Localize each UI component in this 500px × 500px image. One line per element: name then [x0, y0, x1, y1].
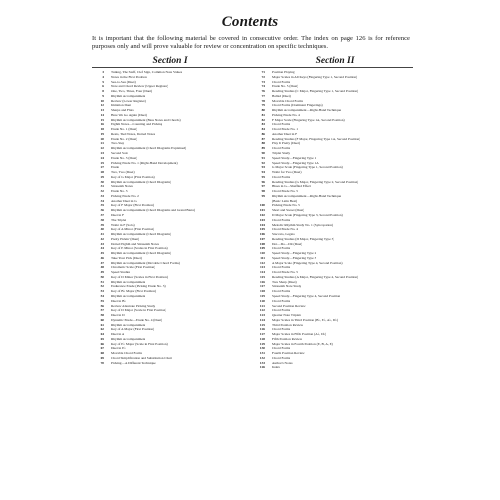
entry-page-number: 93 [261, 165, 265, 170]
entry-page-number: 62 [100, 327, 104, 332]
entry-title: Dotted Eighth and Sixteenth Notes [111, 241, 159, 246]
entry-title: Rhythm Accompaniment (Movable Chord Forms) [111, 260, 180, 265]
entry-page-number: 15 [100, 117, 104, 122]
entry-page-number: 49 [100, 270, 104, 275]
entry-title: Rhythm Accompaniment (Chord Diagrams Explained) [111, 146, 187, 151]
entry-title: Duet in B♭ [111, 298, 126, 303]
entry-page-number: 36 [100, 208, 104, 213]
entry-title: Imitation Duet [111, 103, 132, 108]
entry-page-number: 27 [100, 165, 104, 170]
entry-title: Sharps and Flats [111, 108, 134, 113]
entry-page-number: 115 [260, 274, 265, 279]
entry-title: Chord Forms (Dominant Fingerings) [272, 103, 323, 108]
entry-page-number: 88 [261, 141, 265, 146]
entry-title: Etude [111, 165, 120, 170]
entry-title: Take Your Pick (Duet) [111, 255, 142, 260]
entry-page-number: 126 [259, 365, 265, 370]
section-rule-1 [92, 67, 255, 68]
entry-title: Waltz in F (Solo) [111, 222, 135, 227]
entry-page-number: 122 [259, 308, 265, 313]
entry-page-number: 58 [100, 313, 104, 318]
entry-page-number: 22 [100, 146, 104, 151]
entry-title: Speed Studies [111, 270, 131, 275]
entry-page-number: 118 [260, 289, 265, 294]
entry-title: Reading Studies (D Major, Fingering Type 3) [272, 236, 335, 241]
entry-title: Rhythm Accompaniment (Bass Notes and Chords) [111, 117, 181, 122]
entry-title: Here We Go Again (Duet) [111, 112, 147, 117]
entry-page-number: 121 [259, 303, 265, 308]
entry-title: Chord Forms [272, 122, 291, 127]
entry-title: Rests, Tied Notes, Dotted Notes [111, 131, 156, 136]
entry-page-number: 111 [260, 255, 265, 260]
entry-title: Chord Simplification and Substitution Chart [111, 355, 172, 360]
entry-title: Speed Study—Fingering Type 2 [272, 251, 317, 256]
entry-title: Staccato, Legato [272, 232, 295, 237]
entry-title: Key of G Major (First Position) [111, 174, 155, 179]
entry-title: Reading Studies (A Major, Fingering Type 4, Second Position) [272, 274, 359, 279]
entry-page-number: 4 [102, 74, 104, 79]
entry-title: Play It Pretty (Duet) [272, 141, 300, 146]
entry-title: Major Scales in Fifth Position (A♭, D♭) [272, 332, 327, 337]
entry-title: Index [272, 365, 280, 370]
entry-page-number: 92 [261, 160, 265, 165]
entry-page-number: 10 [100, 98, 104, 103]
entry-title: Ballad (Duet) [272, 93, 291, 98]
entry-page-number: 25 [100, 160, 104, 165]
entry-title: Major Scales in Third Position (B♭, E♭, A♭, D♭) [272, 317, 339, 322]
entry-page-number: 119 [260, 293, 265, 298]
entry-title: Duet in E♭ [111, 346, 126, 351]
entry-page-number: 90 [261, 151, 265, 156]
entry-title: Note and Chord Review (Upper Register) [111, 84, 169, 89]
entry-title: Etude No. 2 (Duet) [111, 136, 138, 141]
entry-page-number: 108 [259, 241, 265, 246]
entry-page-number: 34 [100, 198, 104, 203]
page-title: Contents [221, 14, 279, 30]
entry-page-number: 109 [259, 246, 265, 251]
entry-page-number: 74 [261, 84, 265, 89]
entry-title: Eighth Notes—Counting and Picking [111, 122, 163, 127]
entry-page-number: 39 [100, 222, 104, 227]
entry-title: G Major Scale (Fingering Type 1, Second Position) [272, 165, 343, 170]
entry-title: Sixteenth Notes [111, 184, 133, 189]
entry-page-number: 66 [100, 341, 104, 346]
entry-page-number: 129 [259, 341, 265, 346]
entry-title: Speed Study—Fingering Type 1 [272, 155, 317, 160]
entry-title: Chord Forms [272, 174, 291, 179]
entry-title: Chord Forms [272, 217, 291, 222]
entry-title: Chord Forms [272, 355, 291, 360]
entry-title: Two-Step [111, 141, 125, 146]
section-heading-2: Section II [315, 56, 355, 66]
entry-page-number: 43 [100, 241, 104, 246]
entry-title: Dynamic Etude—Etude No. 4 (Duet) [111, 317, 163, 322]
entry-page-number: 96 [261, 179, 265, 184]
entry-page-number: 70 [100, 360, 104, 365]
entry-page-number: 23 [100, 151, 104, 156]
entry-title: Second Solo [111, 151, 129, 156]
entry-page-number: 89 [261, 146, 265, 151]
entry-page-number: 81 [261, 112, 265, 117]
entry-title: Chord Forms [272, 289, 291, 294]
entry-title: Key of E Minor (Scales in First Position) [111, 246, 168, 251]
entry-page-number: 102 [259, 212, 265, 217]
entry-title: Rhythm Accompaniment (Chord Diagrams) [111, 232, 172, 237]
entry-page-number: 18 [100, 127, 104, 132]
entry-page-number: 54 [100, 293, 104, 298]
entry-page-number: 6 [102, 84, 104, 89]
entry-page-number: 57 [100, 308, 104, 313]
section-heading-1: Section I [152, 56, 188, 66]
entry-page-number: 112 [260, 260, 265, 265]
entry-page-number: 33 [100, 193, 104, 198]
entry-title: Chord Forms [272, 246, 291, 251]
entry-title: Rhythm Accompaniment [111, 279, 146, 284]
entry-page-number: 128 [259, 336, 265, 341]
entry-page-number: 133 [259, 360, 265, 365]
entry-title: Key of B♭ Major (First Position) [111, 289, 157, 294]
entry-title: Chord Etude No. 5 [272, 189, 298, 194]
entry-page-number: 40 [100, 227, 104, 232]
entry-title: Endurance Etude (Picking Etude No. 3) [111, 284, 166, 289]
intro-paragraph: It is important that the following material be covered in consecutive order. The index on page 126 is for reference purposes only and will prove valuable for review or concentration on specific techniques. [92, 35, 410, 51]
entry-title: Picking Etude No. 2 [111, 193, 139, 198]
entry-title: Two, Two (Duet) [111, 170, 135, 175]
entry-title: Duet in D [111, 313, 125, 318]
entry-page-number: 60 [100, 317, 104, 322]
entry-page-number: 19 [100, 131, 104, 136]
entry-page-number: 76 [261, 89, 265, 94]
entry-page-number: 86 [261, 131, 265, 136]
entry-title: Key of F Major (First Position) [111, 203, 155, 208]
entry-title: Major Scales in All Keys (Fingering Type 1, Second Position) [272, 74, 358, 79]
entry-title: One, Two, Three, Four (Duet) [111, 89, 153, 94]
entry-title: Blues in G—Shuffled Effect [272, 184, 312, 189]
entry-title: Movable Chord Forms [272, 98, 304, 103]
entry-title: Tuning, The Staff, Clef Sign, Common Note Values [111, 70, 183, 74]
entry-page-number: 13 [100, 108, 104, 113]
entry-title: F Major Scale (Fingering Type 1A, Second Position) [272, 117, 345, 122]
entry-page-number: 131 [259, 351, 265, 356]
entry-page-number: 83 [261, 122, 265, 127]
entry-page-number: 45 [100, 251, 104, 256]
entry-title: A Major Scale (Fingering Type 4, Second Position) [272, 260, 343, 265]
entry-page-number: 79 [261, 103, 265, 108]
entry-page-number: 29 [100, 174, 104, 179]
entry-page-number: 5 [102, 79, 104, 84]
entry-page-number: 106 [259, 232, 265, 237]
entry-page-number: 38 [100, 217, 104, 222]
entry-page-number: 101 [259, 208, 265, 213]
entry-page-number: 71 [261, 70, 265, 74]
entry-title: Sixteenth Note Study [272, 284, 302, 289]
section-rule-2 [253, 67, 413, 68]
entry-page-number: 37 [100, 212, 104, 217]
entry-page-number: 110 [260, 251, 265, 256]
entry-page-number: 130 [259, 346, 265, 351]
entry-page-number: 20 [100, 136, 104, 141]
entry-title: Rhythm Accompaniment—Right-Hand Technique [272, 108, 342, 113]
entry-title: Another Duet in G [111, 198, 137, 203]
entry-page-number: 87 [261, 136, 265, 141]
entry-page-number: 65 [100, 336, 104, 341]
entry-title: Reading Studies (G Major, Fingering Type 2, Second Position) [272, 179, 359, 184]
entry-page-number: 35 [100, 203, 104, 208]
entry-page-number: 99 [261, 193, 265, 198]
entry-title: Etude No. 3 (Duet) [111, 155, 138, 160]
entry-page-number: 82 [261, 117, 265, 122]
entry-page-number: 55 [100, 298, 104, 303]
entry-title: Fourth Position Review [272, 351, 305, 356]
entry-page-number: 123 [259, 313, 265, 318]
entry-title: Notes in the First Position [111, 74, 147, 79]
entry-page-number: 107 [259, 236, 265, 241]
entry-page-number: 61 [100, 322, 104, 327]
entry-page-number: 97 [261, 184, 265, 189]
entry-title: Major Scales in Fourth Position (E, B, A, E) [272, 341, 333, 346]
entry-page-number: 46 [100, 255, 104, 260]
entry-title: Picking Etude No. 1 (Right-Hand Development) [111, 160, 178, 165]
entry-title: Etude No. 1 (Duet) [111, 127, 138, 132]
entry-title: Movable Chord Forms [111, 351, 143, 356]
entry-page-number: 80 [261, 108, 265, 113]
entry-page-number: 48 [100, 265, 104, 270]
entry-title: Chromatic Scale (First Position) [111, 265, 156, 270]
entry-page-number: 44 [100, 246, 104, 251]
entry-title: Speed Study—Fingering Type 4, Second Position [272, 293, 341, 298]
entry-title: Rhythm Accompaniment (Chord Diagrams) [111, 251, 172, 256]
entry-page-number: 77 [261, 93, 265, 98]
section-1-list [92, 70, 252, 365]
entry-title: Reading Studies (C Major, Fingering Type 1, Second Position) [272, 89, 359, 94]
entry-page-number: 104 [259, 222, 265, 227]
entry-page-number: 64 [100, 332, 104, 337]
entry-page-number: 120 [259, 298, 265, 303]
entry-page-number: 98 [261, 189, 265, 194]
entry-title: Key of D Major (Scale in First Position) [111, 308, 167, 313]
entry-page-number: 12 [100, 103, 104, 108]
entry-title: Chord Etude No. 5 [272, 270, 298, 275]
entry-page-number: 127 [259, 332, 265, 337]
entry-title: Picking Etude No. 4 [272, 112, 300, 117]
entry-page-number: 67 [100, 346, 104, 351]
entry-title: Sea-to-Sea (Duet) [111, 79, 136, 84]
entry-title: Chord Forms [272, 308, 291, 313]
entry-title: Chord Forms [272, 79, 291, 84]
entry-page-number: 84 [261, 127, 265, 132]
entry-title: Duet in A [111, 332, 125, 337]
entry-page-number: 116 [260, 279, 265, 284]
entry-page-number: 50 [100, 274, 104, 279]
entry-page-number: 56 [100, 303, 104, 308]
entry-page-number: 3 [102, 70, 104, 74]
entry-page-number: 8 [102, 89, 104, 94]
entry-title: D Major Scale (Fingering Type 3, Second Position) [272, 212, 343, 217]
contents-entry [92, 361, 252, 366]
entry-title: Quarter Note Triplets [272, 313, 302, 318]
entry-page-number: 68 [100, 351, 104, 356]
entry-page-number: 53 [100, 289, 104, 294]
entry-page-number: 114 [260, 270, 265, 275]
entry-title: Dot—Do—Dit (Duet) [272, 241, 303, 246]
entry-page-number: 24 [100, 155, 104, 160]
entry-page-number: 124 [259, 317, 265, 322]
entry-title: Rhythm Accompaniment [111, 93, 146, 98]
entry-title: Picking Etude No. 5 [272, 203, 300, 208]
entry-page-number: 91 [261, 155, 265, 160]
entry-title: Another Duet in F [272, 131, 298, 136]
entry-page-number: 72 [261, 74, 265, 79]
entry-title: Review (Lower Register) [111, 98, 146, 103]
entry-title: Rhythm Accompaniment [111, 322, 146, 327]
entry-page-number: 42 [100, 236, 104, 241]
entry-page-number: 52 [100, 284, 104, 289]
entry-title: Triplet Study [272, 151, 291, 156]
entry-title: Key of A Minor (First Position) [111, 227, 155, 232]
contents-entry [253, 365, 413, 370]
entry-page-number: 94 [261, 170, 265, 175]
entry-title: Third Position Review [272, 322, 304, 327]
entry-title: Duet in F [111, 212, 124, 217]
entry-title: Rhythm Accompaniment—Right-Hand Technique [272, 193, 342, 198]
entry-title: Chord Forms [272, 146, 291, 151]
entry-page-number: 95 [261, 174, 265, 179]
entry-page-number: 117 [260, 284, 265, 289]
entry-title: Tres Sharp (Duet) [272, 279, 297, 284]
entry-title: Rhythm Accompaniment (Chord Diagrams and Grand Barre) [111, 208, 196, 213]
entry-title: Rhythm Accompaniment [111, 293, 146, 298]
entry-title: Review Alternate Picking Study [111, 303, 156, 308]
entry-page-number: 132 [259, 355, 265, 360]
entry-page-number: 69 [100, 355, 104, 360]
entry-title: Melodic Rhythm Study No. 1 (Syncopation) [272, 222, 334, 227]
entry-title: Pretty Pickin' (Duet) [111, 236, 140, 241]
entry-title: Chord Forms [272, 265, 291, 270]
entry-title: Position Playing [272, 70, 295, 74]
entry-title: Key of D Minor (Scales in First Position) [111, 274, 169, 279]
entry-page-number: 73 [261, 79, 265, 84]
entry-page-number: 113 [260, 265, 265, 270]
entry-title: (Basic Latin Beat) [272, 198, 298, 203]
entry-page-number: 41 [100, 232, 104, 237]
entry-title: Fifth Position Review [272, 336, 303, 341]
entry-page-number: 9 [102, 93, 104, 98]
entry-title: Speed Study—Fingering Type 1A [272, 160, 319, 165]
entry-page-number: 78 [261, 98, 265, 103]
entry-page-number: 105 [259, 227, 265, 232]
entry-title: Chord Etude No. 4 [272, 227, 298, 232]
entry-title: The Triplet [111, 217, 127, 222]
entry-title: Etude No. 3 [111, 189, 128, 194]
entry-title: Speed Study—Fingering Type 3 [272, 255, 317, 260]
entry-page-number: 100 [259, 203, 265, 208]
entry-title: Chord Etude No. 1 [272, 127, 298, 132]
entry-page-number: 51 [100, 279, 104, 284]
entry-title: Waltz for Two (Duet) [272, 170, 302, 175]
entry-page-number: 31 [100, 184, 104, 189]
entry-page-number: 126 [259, 327, 265, 332]
entry-title: Etude No. 5 (Duet) [272, 84, 299, 89]
entry-title: Key of A Major (First Position) [111, 327, 155, 332]
entry-title: Chord Forms [272, 346, 291, 351]
section-2-list [253, 70, 413, 370]
entry-page-number: 125 [259, 322, 265, 327]
entry-title: Chord Forms [272, 298, 291, 303]
entry-page-number: 30 [100, 179, 104, 184]
entry-page-number: 32 [100, 189, 104, 194]
entry-title: Rhythm Accompaniment (Chord Diagrams) [111, 179, 172, 184]
entry-title: Author's Notes [272, 360, 293, 365]
entry-title: Chord Forms [272, 327, 291, 332]
entry-page-number: 103 [259, 217, 265, 222]
entry-page-number: 21 [100, 141, 104, 146]
entry-page-number: 16 [100, 122, 104, 127]
entry-page-number: 14 [100, 112, 104, 117]
entry-page-number: 47 [100, 260, 104, 265]
entry-title: Picking—A Different Technique [111, 360, 156, 365]
entry-title: Rhythm Accompaniment [111, 336, 146, 341]
entry-title: Short and Sweet (Duet) [272, 208, 305, 213]
entry-page-number: 28 [100, 170, 104, 175]
entry-title: Reading Studies (F Major, Fingering Type 1A, Second Position) [272, 136, 361, 141]
entry-title: Key of E♭ Major (Scale in First Position) [111, 341, 168, 346]
entry-title: Second Position Review [272, 303, 306, 308]
